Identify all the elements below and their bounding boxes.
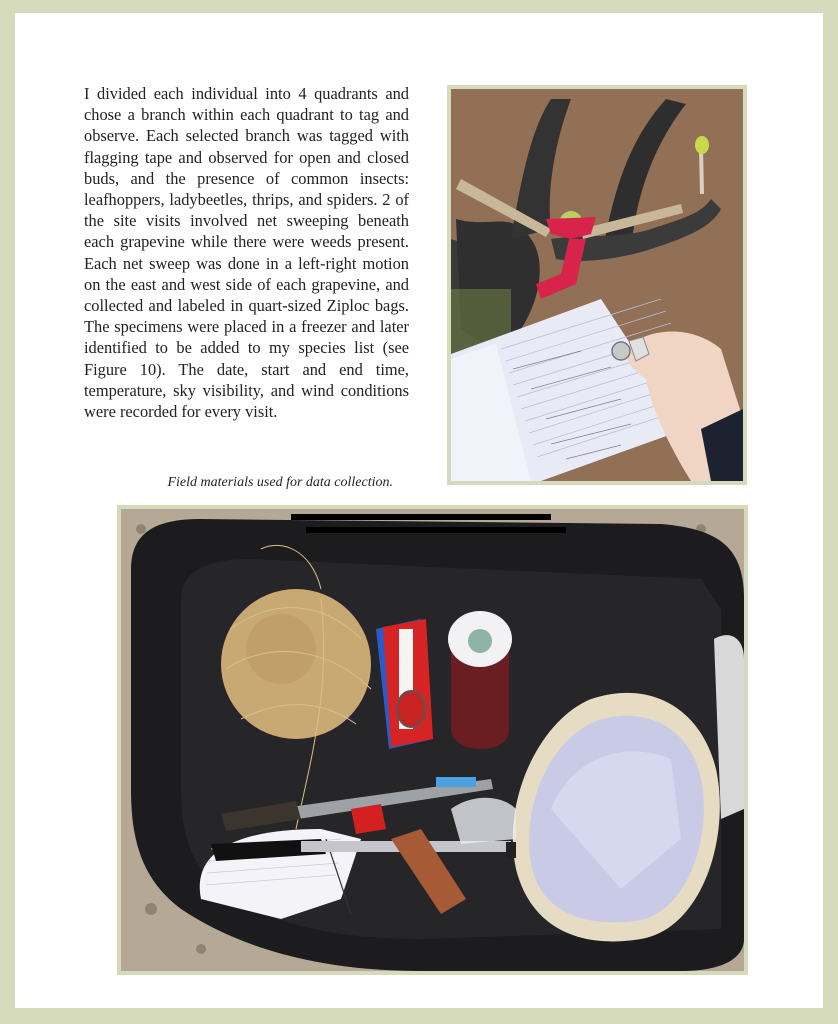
field-materials-photo-icon: [121, 509, 744, 971]
grapevine-notebook-photo: [447, 85, 747, 485]
body-paragraph: I divided each individual into 4 quadrants and chose a branch within each quadrant to tag and observe. Each selected branch was tagged with flagging tape and observed for open and closed buds, and the presence of common insects: leafhoppers, ladybeetles, thrips, and spiders. 2 of the site visits involved net sweeping beneath each grapevine while there were weeds present. Each net sweep was done in a left-right motion on the east and west side of each grapevine, and collected and labeled in quart-sized Ziploc bags. The specimens were placed in a freezer and later identified to be added to my species list (see Figure 10). The date, start and end time, temperature, sky visibility, and wind conditions were recorded for every visit.: [84, 84, 409, 422]
figure-caption: Field materials used for data collection.: [167, 475, 393, 490]
grapevine-photo-icon: [451, 89, 743, 481]
field-materials-photo: [117, 505, 748, 975]
document-page: [15, 13, 823, 1008]
